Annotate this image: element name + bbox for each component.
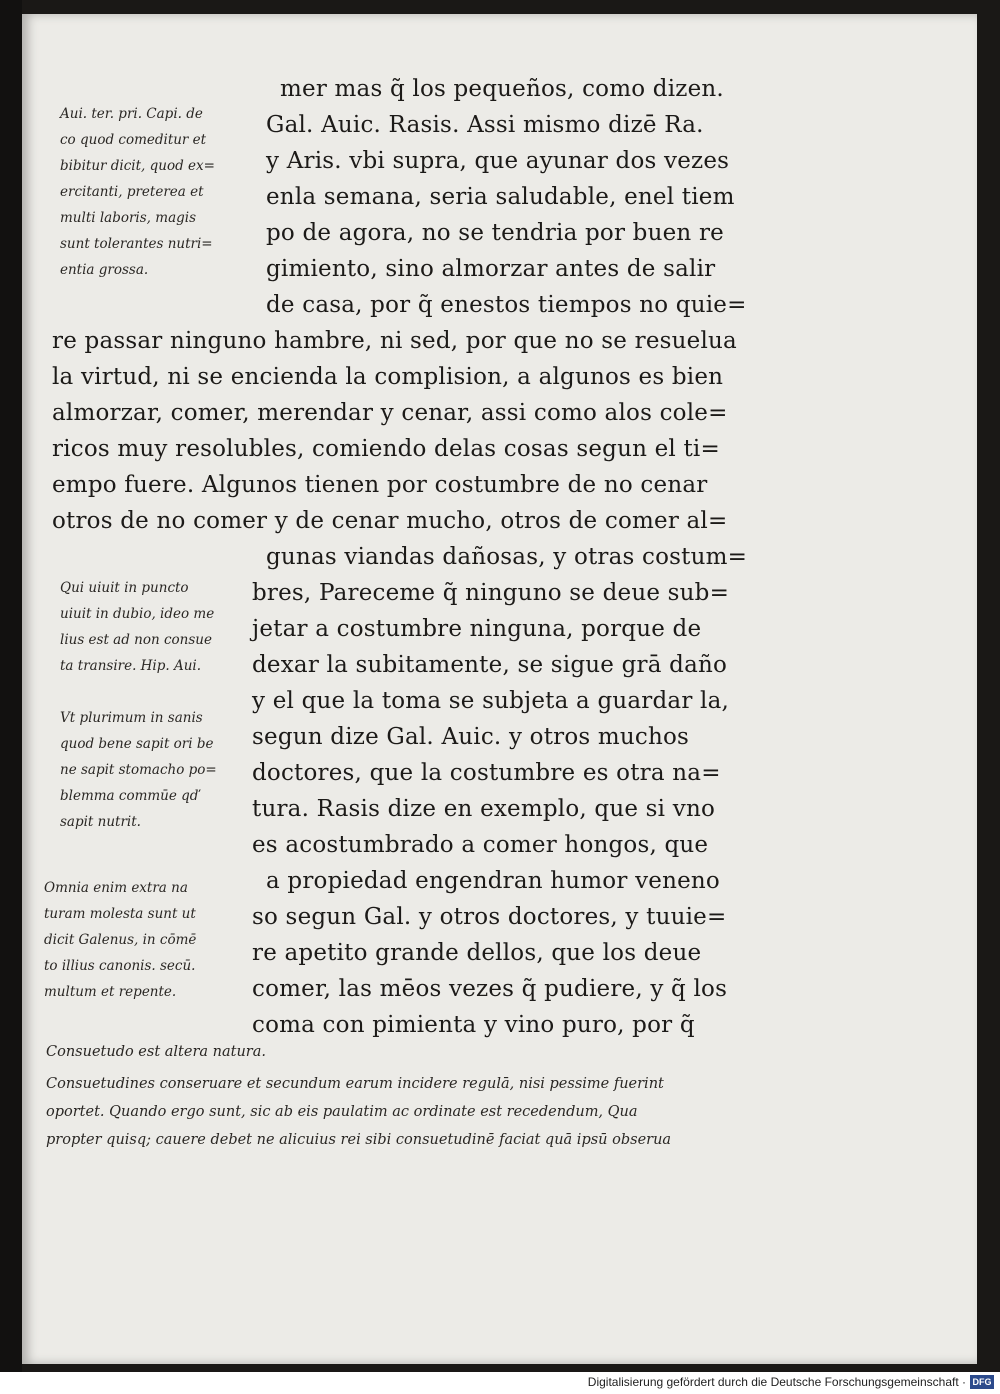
- body-text-line: mer mas q̃ los pequeños, como dizen.: [280, 76, 724, 102]
- body-text-line: re passar ninguno hambre, ni sed, por que no se resuelua: [52, 328, 737, 354]
- footnote-line: oportet. Quando ergo sunt, sic ab eis paulatim ac ordinate est recedendum, Qua: [46, 1104, 638, 1120]
- body-text-line: re apetito grande dellos, que los deue: [252, 940, 702, 966]
- footnote-line: Consuetudines conseruare et secundum earum incidere regulā, nisi pessime fuerint: [46, 1076, 664, 1092]
- margin-note-line: bibitur dicit, quod ex=: [60, 158, 215, 174]
- margin-note-line: sapit nutrit.: [60, 814, 141, 830]
- margin-note-line: ta transire. Hip. Aui.: [60, 658, 202, 674]
- body-text-line: so segun Gal. y otros doctores, y tuuie=: [252, 904, 727, 930]
- margin-note-line: to illius canonis. secū.: [44, 958, 196, 974]
- body-text-line: otros de no comer y de cenar mucho, otros de comer al=: [52, 508, 728, 534]
- body-text-line: coma con pimienta y vino puro, por q̃: [252, 1012, 695, 1038]
- margin-note-line: blemma commūe qď: [60, 788, 199, 804]
- body-text-line: Gal. Auic. Rasis. Assi mismo dizē Ra.: [266, 112, 704, 138]
- margin-note-line: turam molesta sunt ut: [44, 906, 196, 922]
- margin-note-line: Omnia enim extra na: [44, 880, 188, 896]
- margin-note-line: dicit Galenus, in cōmē: [44, 932, 197, 948]
- body-text-line: de casa, por q̃ enestos tiempos no quie=: [266, 292, 747, 318]
- margin-note-line: Aui. ter. pri. Capi. de: [60, 106, 203, 122]
- footer-credit-text: Digitalisierung gefördert durch die Deutsche Forschungsgemeinschaft ·: [587, 1375, 966, 1389]
- margin-note-line: uiuit in dubio, ideo me: [60, 606, 215, 622]
- body-text-line: tura. Rasis dize en exemplo, que si vno: [252, 796, 716, 822]
- body-text-line: gunas viandas dañosas, y otras costum=: [266, 544, 748, 570]
- body-text-line: comer, las mēos vezes q̃ pudiere, y q̃ los: [252, 976, 728, 1002]
- margin-note-line: quod bene sapit ori be: [60, 736, 214, 752]
- margin-note-line: co quod comeditur et: [60, 132, 207, 148]
- body-text-line: y el que la toma se subjeta a guardar la,: [252, 688, 730, 714]
- margin-note-line: Vt plurimum in sanis: [60, 710, 203, 726]
- body-text-line: y Aris. vbi supra, que ayunar dos vezes: [266, 148, 730, 174]
- margin-note-line: ne sapit stomacho po=: [60, 762, 217, 778]
- body-text-line: enla semana, seria saludable, enel tiem: [266, 184, 735, 210]
- margin-note-line: sunt tolerantes nutri=: [60, 236, 213, 252]
- footnote-line: propter quisq; cauere debet ne alicuius rei sibi consuetudinē faciat quā ipsū obserua: [46, 1132, 672, 1148]
- margin-note-line: multum et repente.: [44, 984, 177, 1000]
- book-page: [22, 14, 977, 1364]
- body-text-line: empo fuere. Algunos tienen por costumbre de no cenar: [52, 472, 708, 498]
- body-text-line: ricos muy resolubles, comiendo delas cosas segun el ti=: [52, 436, 720, 462]
- margin-note-line: entia grossa.: [60, 262, 149, 278]
- binding-gutter: [0, 0, 22, 1394]
- body-text-line: po de agora, no se tendria por buen re: [266, 220, 724, 246]
- dfg-logo-icon: DFG: [970, 1375, 994, 1389]
- footnote-line: Consuetudo est altera natura.: [46, 1044, 266, 1060]
- body-text-line: jetar a costumbre ninguna, porque de: [252, 616, 702, 642]
- body-text-line: bres, Pareceme q̃ ninguno se deue sub=: [252, 580, 730, 606]
- body-text-line: dexar la subitamente, se sigue grā daño: [252, 652, 728, 678]
- margin-note-line: lius est ad non consue: [60, 632, 212, 648]
- body-text-line: gimiento, sino almorzar antes de salir: [266, 256, 716, 282]
- body-text-line: a propiedad engendran humor veneno: [266, 868, 720, 894]
- margin-note-line: multi laboris, magis: [60, 210, 197, 226]
- body-text-line: doctores, que la costumbre es otra na=: [252, 760, 721, 786]
- body-text-line: es acostumbrado a comer hongos, que: [252, 832, 709, 858]
- digitization-footer: [0, 1372, 1000, 1394]
- margin-note-line: Qui uiuit in puncto: [60, 580, 189, 596]
- margin-note-line: ercitanti, preterea et: [60, 184, 204, 200]
- body-text-line: almorzar, comer, merendar y cenar, assi como alos cole=: [52, 400, 728, 426]
- body-text-line: segun dize Gal. Auic. y otros muchos: [252, 724, 690, 750]
- body-text-line: la virtud, ni se encienda la complision, a algunos es bien: [52, 364, 724, 390]
